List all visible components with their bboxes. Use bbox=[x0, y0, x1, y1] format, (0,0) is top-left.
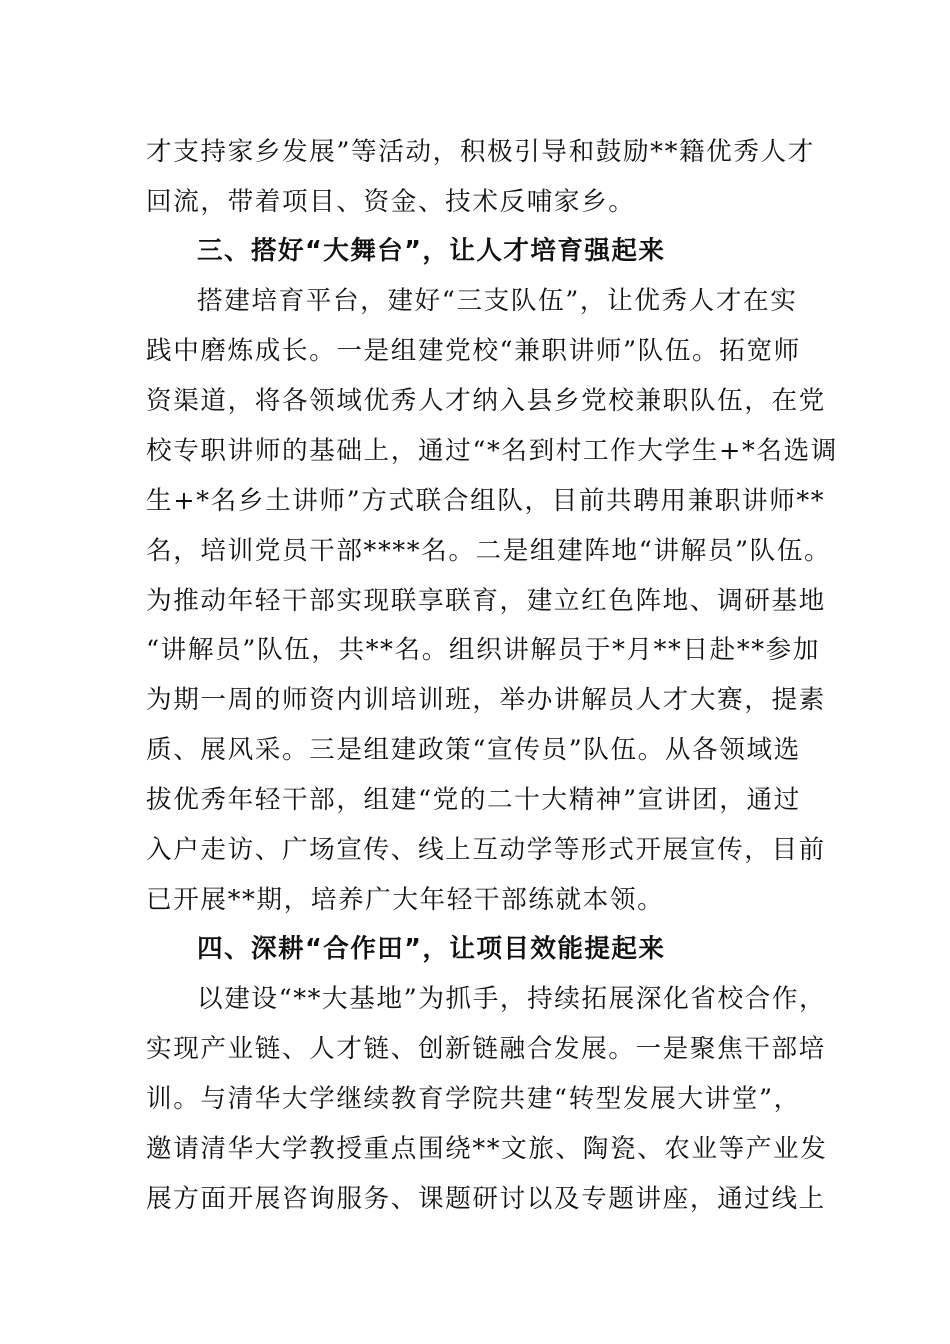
body-text-line: 践中磨炼成长。一是组建党校“兼职讲师”队伍。拓宽师 bbox=[146, 336, 801, 366]
body-text-line: “讲解员”队伍，共**名。组织讲解员于*月**日赴**参加 bbox=[146, 635, 821, 665]
body-text-line: 训。与清华大学继续教育学院共建“转型发展大讲堂”， bbox=[146, 1084, 801, 1114]
body-text-line: 名，培训党员干部****名。二是组建阵地“讲解员”队伍。 bbox=[146, 536, 832, 566]
body-text-line: 回流，带着项目、资金、技术反哺家乡。 bbox=[146, 187, 636, 217]
body-text-line: 校专职讲师的基础上，通过“*名到村工作大学生+*名选调 bbox=[146, 436, 838, 466]
section-heading: 四、深耕“合作田”，让项目效能提起来 bbox=[197, 934, 666, 964]
body-text-line: 入户走访、广场宣传、线上互动学等形式开展宣传，目前 bbox=[146, 835, 826, 865]
body-text-line: 实现产业链、人才链、创新链融合发展。一是聚焦干部培 bbox=[146, 1034, 826, 1064]
body-text-line: 展方面开展咨询服务、课题研讨以及专题讲座，通过线上 bbox=[146, 1184, 826, 1214]
body-text-line: 拔优秀年轻干部，组建“党的二十大精神”宣讲团，通过 bbox=[146, 785, 801, 815]
body-text-line: 为期一周的师资内训培训班，举办讲解员人才大赛，提素 bbox=[146, 685, 826, 715]
section-heading: 三、搭好“大舞台”，让人才培育强起来 bbox=[197, 236, 666, 266]
paragraph-first-line: 以建设“**大基地”为抓手，持续拓展深化省校合作， bbox=[197, 984, 827, 1014]
body-text-line: 邀请清华大学教授重点围绕**文旅、陶瓷、农业等产业发 bbox=[146, 1134, 828, 1164]
body-text-line: 才支持家乡发展”等活动，积极引导和鼓励**籍优秀人才 bbox=[146, 137, 815, 167]
body-text-line: 生+*名乡土讲师”方式联合组队，目前共聘用兼职讲师** bbox=[146, 486, 826, 516]
body-text-line: 已开展**期，培养广大年轻干部练就本领。 bbox=[146, 885, 665, 915]
paragraph-first-line: 搭建培育平台，建好“三支队伍”，让优秀人才在实 bbox=[197, 286, 798, 316]
body-text-line: 质、展风采。三是组建政策“宣传员”队伍。从各领域选 bbox=[146, 735, 801, 765]
body-text-line: 为推动年轻干部实现联享联育，建立红色阵地、调研基地 bbox=[146, 586, 826, 616]
body-text-line: 资渠道，将各领域优秀人才纳入县乡党校兼职队伍，在党 bbox=[146, 386, 826, 416]
